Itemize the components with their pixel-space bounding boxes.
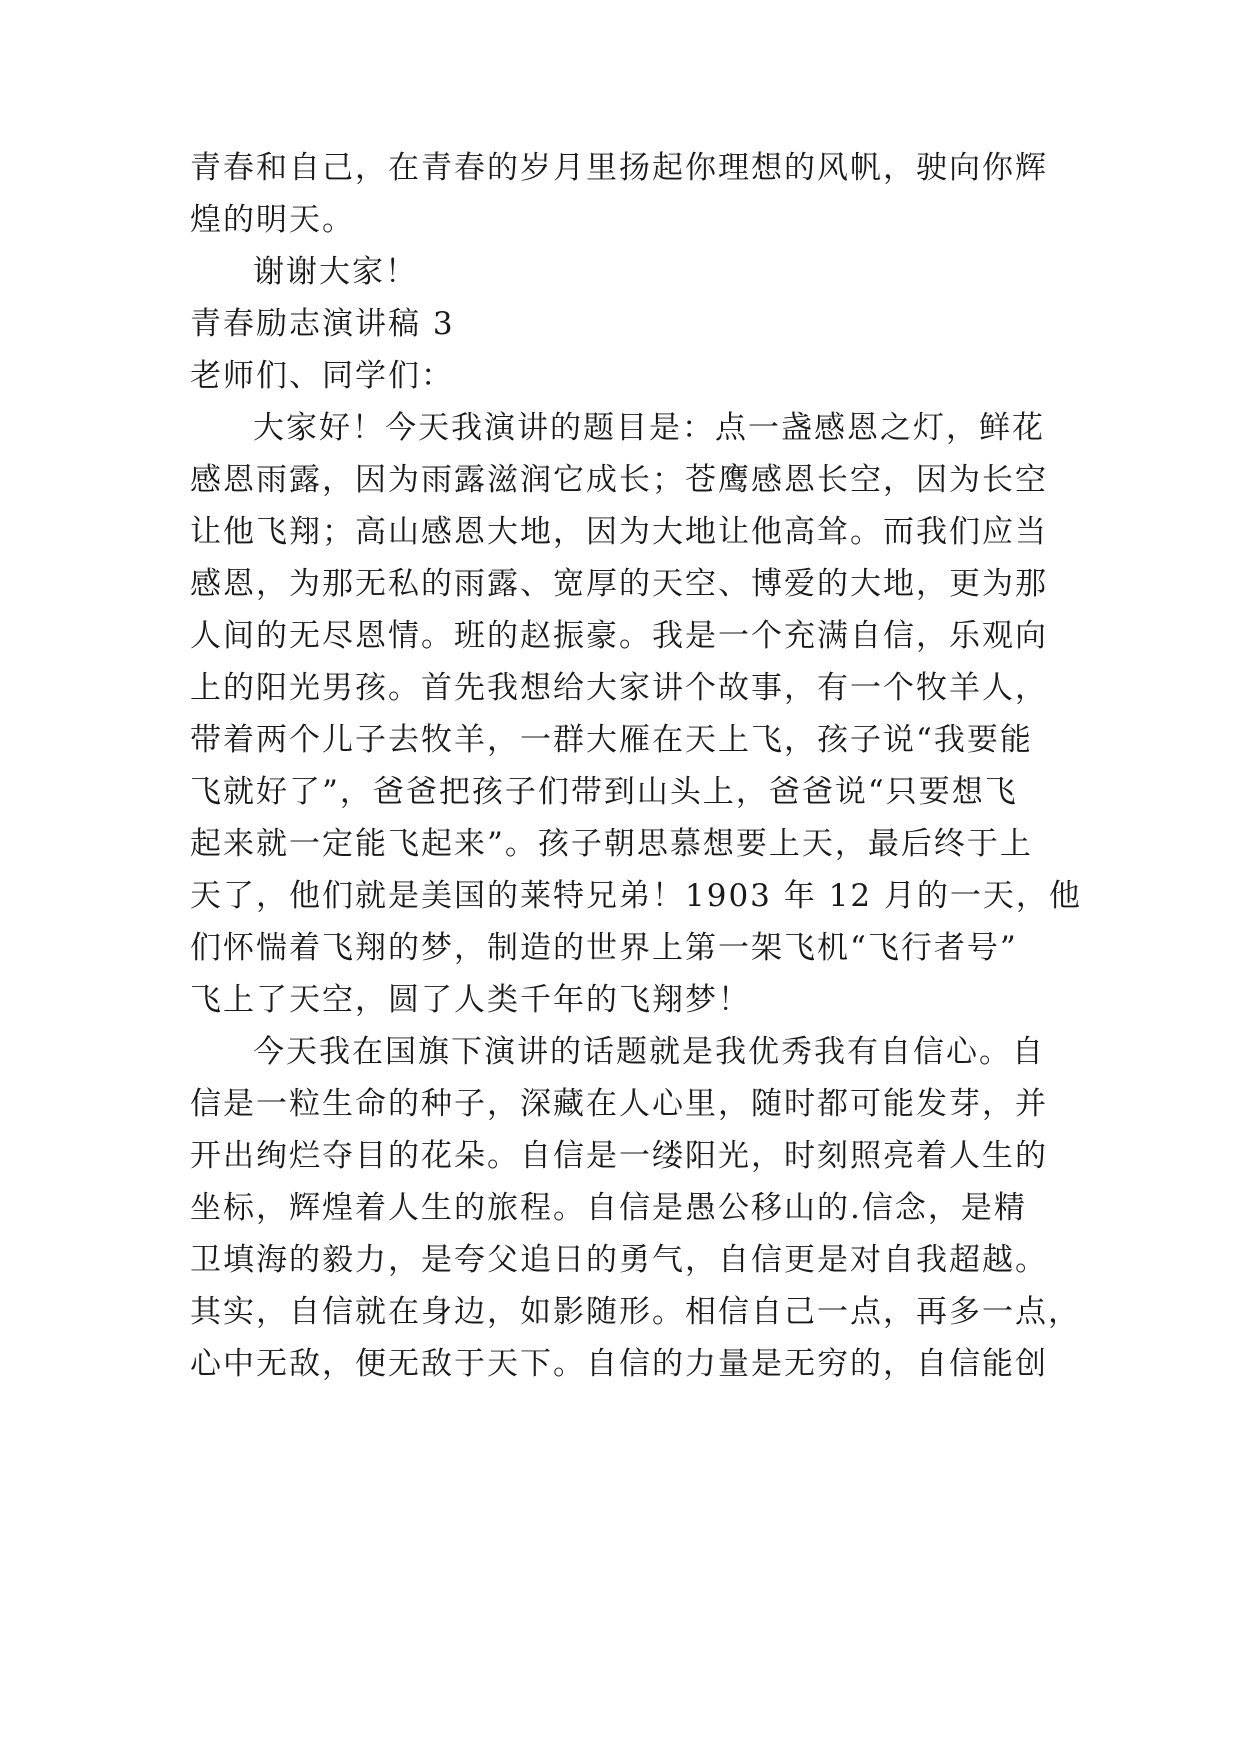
section-heading: 青春励志演讲稿 3 [190,306,455,342]
text-line: 开出绚烂夺目的花朵。自信是一缕阳光，时刻照亮着人生的 [190,1138,1048,1174]
text-line: 感恩雨露，因为雨露滋润它成长；苍鹰感恩长空，因为长空 [190,462,1048,498]
text-line: 卫填海的毅力，是夸父追日的勇气，自信更是对自我超越。 [190,1242,1048,1278]
text-line: 飞就好了”，爸爸把孩子们带到山头上，爸爸说“只要想飞 [190,774,1018,810]
salutation: 老师们、同学们： [190,358,454,394]
text-line: 天了，他们就是美国的莱特兄弟！1903 年 12 月的一天，他 [190,878,1082,914]
text-line: 其实，自信就在身边，如影随形。相信自己一点，再多一点， [190,1294,1081,1330]
text-line: 人间的无尽恩情。班的赵振豪。我是一个充满自信，乐观向 [190,618,1048,654]
text-line: 信是一粒生命的种子，深藏在人心里，随时都可能发芽，并 [190,1086,1048,1122]
text-line: 让他飞翔；高山感恩大地，因为大地让他高耸。而我们应当 [190,514,1048,550]
text-line: 飞上了天空，圆了人类千年的飞翔梦！ [190,982,751,1018]
text-line: 上的阳光男孩。首先我想给大家讲个故事，有一个牧羊人， [190,670,1048,706]
text-line: 们怀惴着飞翔的梦，制造的世界上第一架飞机“飞行者号” [190,930,1018,966]
text-line: 谢谢大家！ [253,254,418,290]
text-line: 煌的明天。 [190,202,355,238]
text-line: 带着两个儿子去牧羊，一群大雁在天上飞，孩子说“我要能 [190,722,1033,758]
text-line: 心中无敌，便无敌于天下。自信的力量是无穷的，自信能创 [190,1346,1048,1382]
text-line: 坐标，辉煌着人生的旅程。自信是愚公移山的.信念，是精 [190,1190,1027,1226]
text-line: 今天我在国旗下演讲的话题就是我优秀我有自信心。自 [253,1034,1045,1070]
text-line: 青春和自己，在青春的岁月里扬起你理想的风帆，驶向你辉 [190,150,1048,186]
text-line: 起来就一定能飞起来”。孩子朝思慕想要上天，最后终于上 [190,826,1033,862]
text-line: 大家好！今天我演讲的题目是：点一盏感恩之灯，鲜花 [253,410,1045,446]
text-line: 感恩，为那无私的雨露、宽厚的天空、博爱的大地，更为那 [190,566,1048,602]
